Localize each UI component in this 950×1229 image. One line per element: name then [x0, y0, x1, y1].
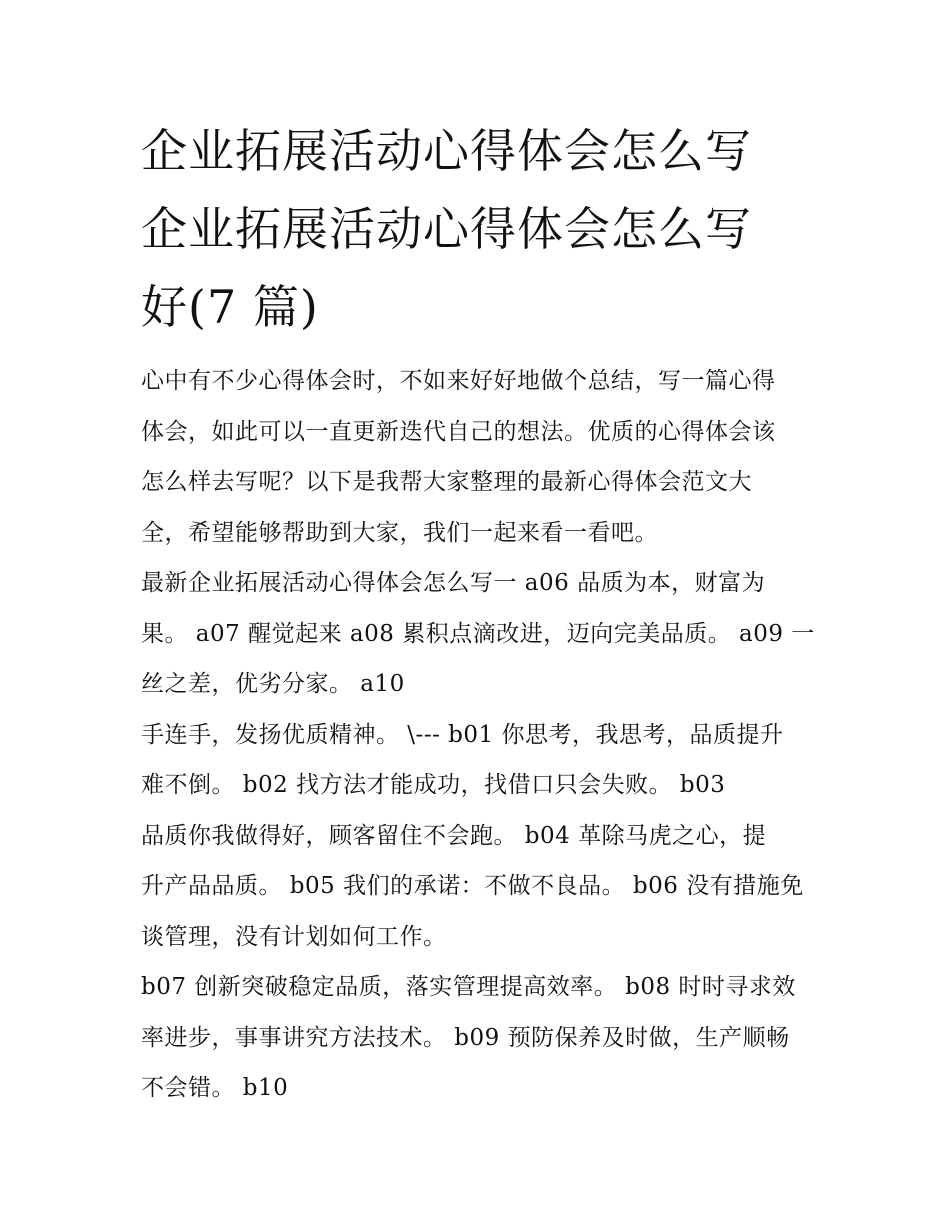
paragraph-line: 全，希望能够帮助到大家，我们一起来看一看吧。	[141, 519, 658, 546]
paragraph-line: 手连手，发扬优质精神。 \--- b01 你思考，我思考，品质提升	[141, 721, 784, 748]
paragraph-line: 果。 a07 醒觉起来 a08 累积点滴改进，迈向完美品质。 a09 一	[141, 620, 815, 647]
document-title	[141, 112, 816, 346]
title-line: 企业拓展活动心得体会怎么写	[141, 124, 752, 178]
title-line: 企业拓展活动心得体会怎么写	[141, 202, 752, 256]
title-line: 好(7 篇)	[141, 280, 319, 334]
slogan-paragraph-b3	[141, 962, 816, 1114]
slogan-paragraph-a	[141, 558, 816, 710]
paragraph-line: b07 创新突破稳定品质，落实管理提高效率。 b08 时时寻求效	[141, 974, 796, 1000]
slogan-paragraph-b2	[141, 811, 816, 963]
paragraph-line: 升产品品质。 b05 我们的承诺：不做不良品。 b06 没有措施免	[141, 873, 804, 899]
paragraph-line: 怎么样去写呢？以下是我帮大家整理的最新心得体会范文大	[141, 469, 752, 495]
paragraph-line: 不会错。 b10	[141, 1075, 289, 1101]
paragraph-line: 体会，如此可以一直更新迭代自己的想法。优质的心得体会该	[141, 418, 776, 445]
paragraph-line: 品质你我做得好，顾客留住不会跑。 b04 革除马虎之心，提	[141, 822, 767, 849]
paragraph-line: 率进步，事事讲究方法技术。 b09 预防保养及时做，生产顺畅	[141, 1024, 790, 1051]
intro-paragraph	[141, 356, 816, 558]
paragraph-line: 谈管理，没有计划如何工作。	[141, 923, 447, 950]
paragraph-line: 心中有不少心得体会时，不如来好好地做个总结，写一篇心得	[141, 368, 776, 394]
paragraph-line: 难不倒。 b02 找方法才能成功，找借口只会失败。 b03	[141, 772, 726, 798]
paragraph-line: 丝之差，优劣分家。 a10	[141, 671, 405, 697]
paragraph-line: 最新企业拓展活动心得体会怎么写一 a06 品质为本，财富为	[141, 570, 766, 596]
document-content	[141, 112, 816, 1114]
slogan-paragraph-b1	[141, 710, 816, 811]
